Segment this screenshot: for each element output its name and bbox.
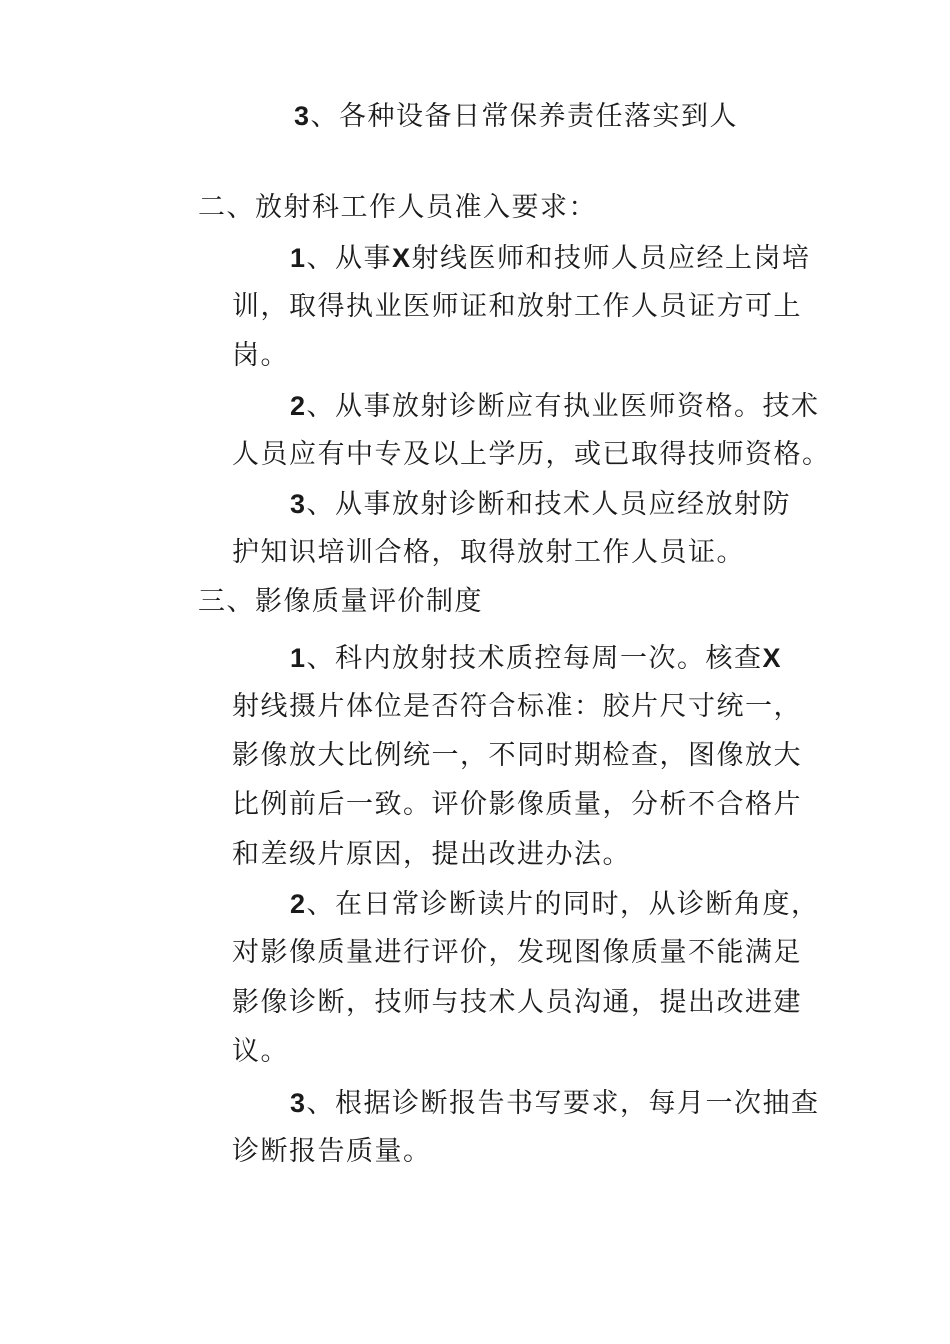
paragraph-line: 影像放大比例统一，不同时期检查，图像放大 xyxy=(232,740,802,771)
item-text: 、各种设备日常保养责任落实到人 xyxy=(310,101,739,132)
section-heading: 三、影像质量评价制度 xyxy=(198,586,483,617)
paragraph-line xyxy=(290,388,820,425)
paragraph-line: 诊断报告质量。 xyxy=(232,1136,432,1167)
paragraph-line xyxy=(290,240,811,277)
item-text: 、从事放射诊断和技术人员应经放射防 xyxy=(306,489,792,520)
item-number: 1 xyxy=(290,243,307,273)
section-heading: 二、放射科工作人员准入要求： xyxy=(198,192,597,223)
item-text: 、从事放射诊断应有执业医师资格。技术 xyxy=(306,391,820,422)
item-text: 、从事 xyxy=(306,243,393,274)
item-number: 2 xyxy=(290,391,307,421)
item-text: 射线医师和技师人员应经上岗培 xyxy=(411,243,811,274)
paragraph-line: 比例前后一致。评价影像质量，分析不合格片 xyxy=(232,789,802,820)
item-text: X xyxy=(762,643,783,673)
item-number: 3 xyxy=(290,489,307,519)
item-number: 3 xyxy=(294,101,311,131)
paragraph-line xyxy=(290,640,782,677)
intro-item xyxy=(294,98,738,135)
item-number: 2 xyxy=(290,889,307,919)
item-text: X xyxy=(392,243,412,273)
item-text: 、根据诊断报告书写要求，每月一次抽查 xyxy=(306,1088,820,1119)
item-number: 1 xyxy=(290,643,307,673)
paragraph-line: 训，取得执业医师证和放射工作人员证方可上 xyxy=(232,291,802,322)
paragraph-line: 和差级片原因，提出改进办法。 xyxy=(232,839,631,870)
paragraph-line xyxy=(290,1085,820,1122)
item-number: 3 xyxy=(290,1088,307,1118)
paragraph-line: 护知识培训合格，取得放射工作人员证。 xyxy=(232,537,745,568)
paragraph-line: 议。 xyxy=(232,1036,289,1067)
paragraph-line: 对影像质量进行评价，发现图像质量不能满足 xyxy=(232,937,802,968)
paragraph-line: 影像诊断，技师与技术人员沟通，提出改进建 xyxy=(232,987,802,1018)
item-text: 、在日常诊断读片的同时，从诊断角度， xyxy=(306,889,820,920)
paragraph-line: 岗。 xyxy=(232,340,289,371)
paragraph-line: 射线摄片体位是否符合标准：胶片尺寸统一， xyxy=(232,691,802,722)
paragraph-line xyxy=(290,486,791,523)
paragraph-line xyxy=(290,886,820,923)
paragraph-line: 人员应有中专及以上学历，或已取得技师资格。 xyxy=(232,439,831,470)
item-text: 、科内放射技术质控每周一次。核查 xyxy=(306,643,763,674)
